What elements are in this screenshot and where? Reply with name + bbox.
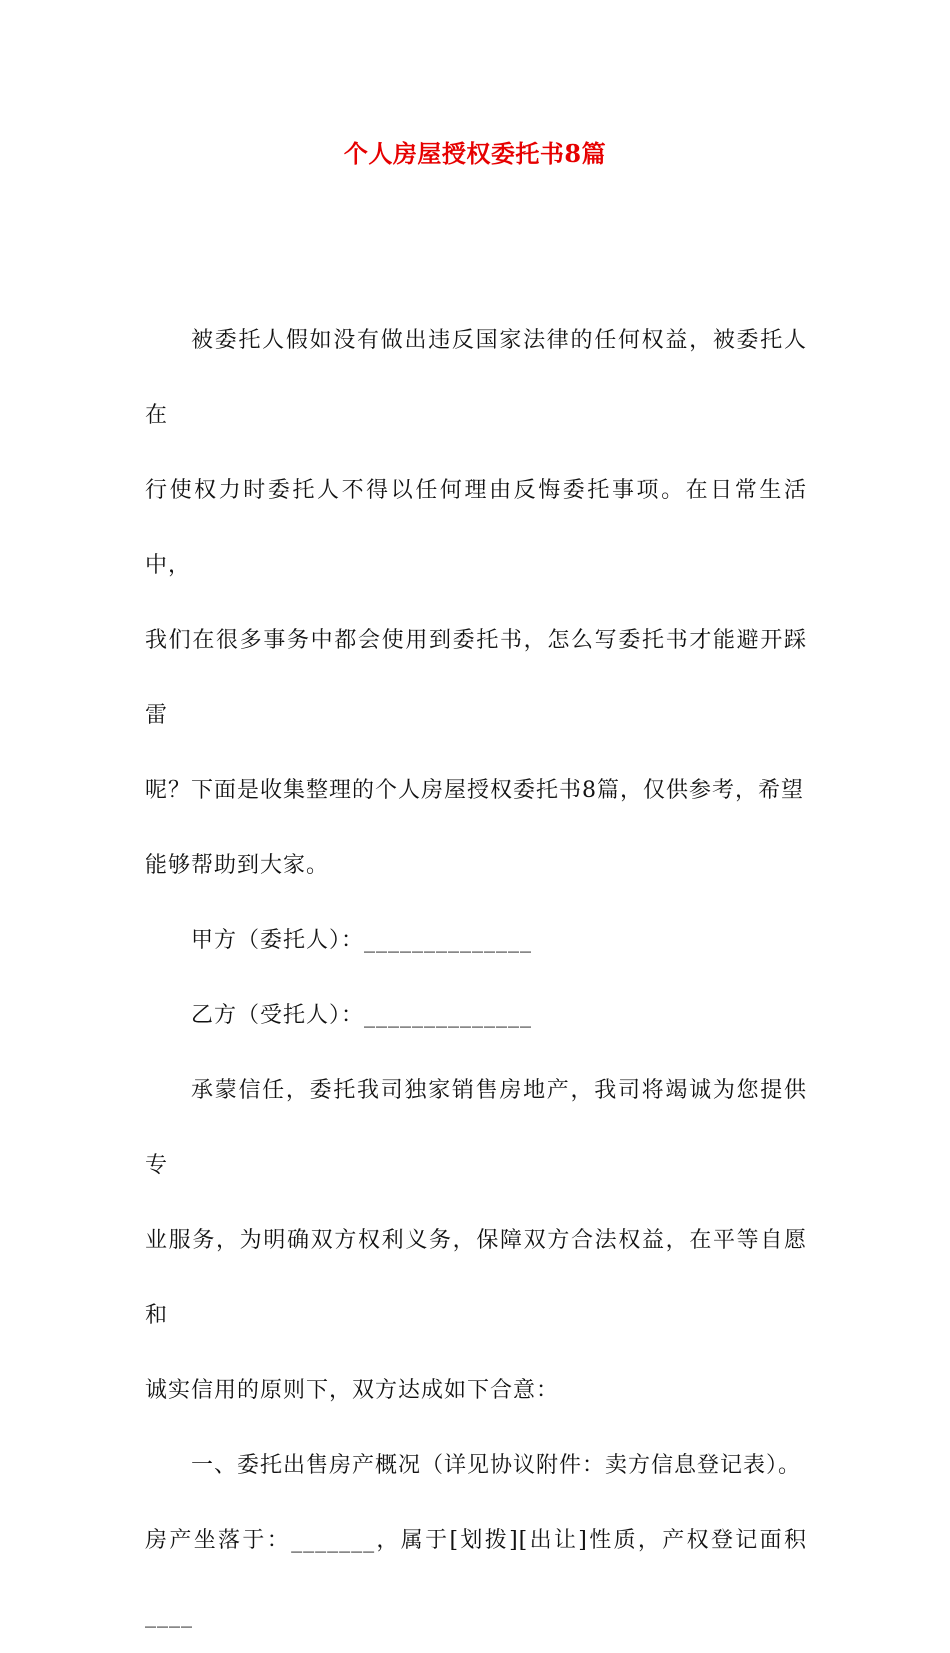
property-location-line: 房产坐落于：_______，属于[划拨][出让]性质，产权登记面积____ (145, 1528, 807, 1628)
intro-line-3: 我们在很多事务中都会使用到委托书，怎么写委托书才能避开踩雷 (145, 628, 807, 728)
intro-line-5: 能够帮助到大家。 (145, 853, 330, 878)
intro-line-2: 行使权力时委托人不得以任何理由反悔委托事项。在日常生活中， (145, 478, 807, 578)
document-body (145, 303, 807, 1653)
preamble-line-2: 业服务，为明确双方权利义务，保障双方合法权益，在平等自愿和 (145, 1228, 807, 1328)
document-title: 个人房屋授权委托书8篇 (343, 139, 607, 168)
preamble-line-1: 承蒙信任，委托我司独家销售房地产，我司将竭诚为您提供专 (145, 1078, 807, 1178)
intro-paragraph (145, 303, 807, 903)
party-a-line: 甲方（委托人）：______________ (191, 928, 533, 953)
preamble-line-3: 诚实信用的原则下，双方达成如下合意： (145, 1378, 560, 1403)
party-b-line: 乙方（受托人）：______________ (191, 1003, 533, 1028)
preamble-paragraph (145, 1053, 807, 1428)
intro-line-4: 呢？下面是收集整理的个人房屋授权委托书8篇，仅供参考，希望 (145, 778, 804, 803)
section-one-heading: 一、委托出售房产概况（详见协议附件：卖方信息登记表）。 (191, 1453, 802, 1478)
intro-line-1: 被委托人假如没有做出违反国家法律的任何权益，被委托人在 (145, 328, 807, 428)
